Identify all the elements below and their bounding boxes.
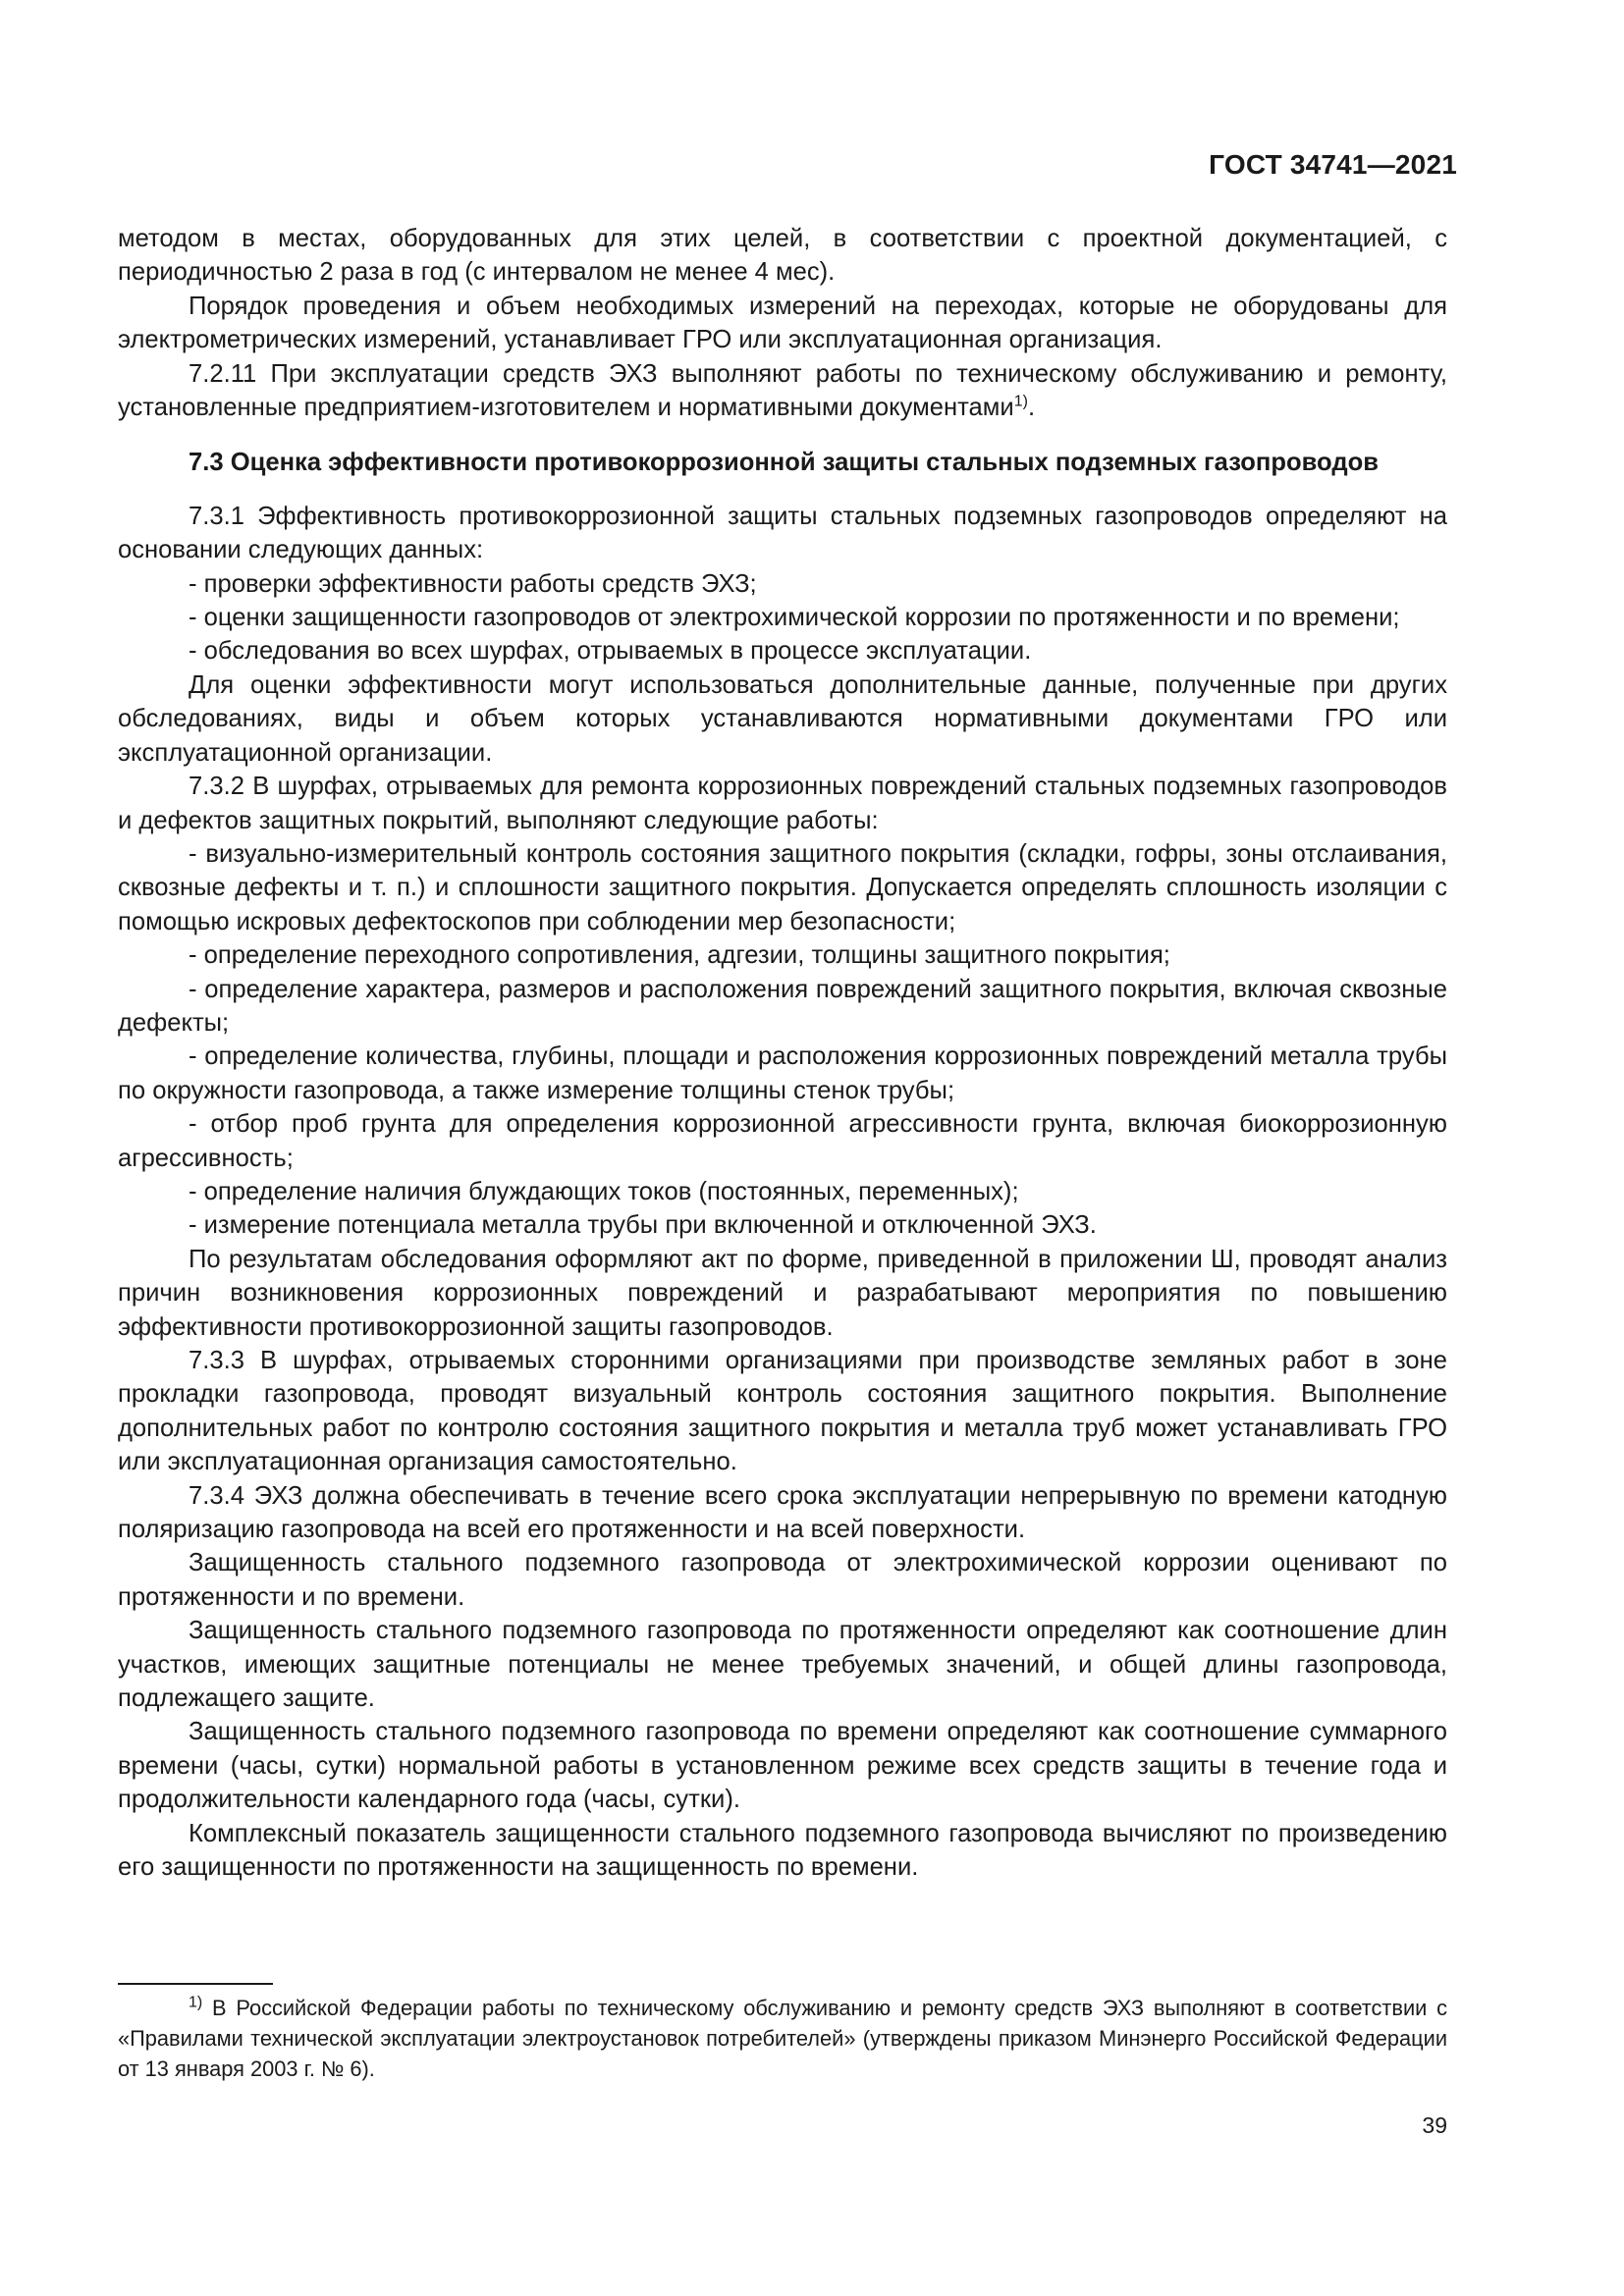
paragraph: Для оценки эффективности могут использоваться дополнительные данные, полученные при других обследованиях, виды и объем которых устанавливаются нормативными документами ГРО или эксплуатационной организации. (118, 670, 1447, 767)
footnote (118, 1993, 1447, 2084)
paragraph: Комплексный показатель защищенности стального подземного газопровода вычисляют по произведению его защищенности по протяженности на защищенность по времени. (118, 1819, 1447, 1882)
list-item: - определение характера, размеров и расположения повреждений защитного покрытия, включая сквозные дефекты; (118, 975, 1447, 1037)
list-item: - проверки эффективности работы средств ЭХЗ; (189, 569, 757, 598)
paragraph: Защищенность стального подземного газопровода по протяженности определяют как соотношение длин участков, имеющих защитные потенциалы не менее требуемых значений, и общей длины газопровода, подлежащего защите. (118, 1617, 1447, 1713)
paragraph-with-footnote-ref (118, 357, 1447, 425)
footnote-text: В Российской Федерации работы по техническому обслуживанию и ремонту средств ЭХЗ выполняют в соответствии с «Правилами технической эксплуатации электроустановок потребителей» (утверждены приказом Минэнерго Российской Федерации от 13 января 2003 г. № 6). (118, 1996, 1447, 2081)
list-item: - визуально-измерительный контроль состояния защитного покрытия (складки, гофры, зоны отслаивания, сквозные дефекты и т. п.) и сплошности защитного покрытия. Допускается определять сплошность изоляции с помощью искровых дефектоскопов при соблюдении мер безопасности; (118, 839, 1447, 935)
paragraph: 7.3.3 В шурфах, отрываемых сторонними организациями при производстве земляных работ в зоне прокладки газопровода, проводят визуальный контроль состояния защитного покрытия. Выполнение дополнительных работ по контролю состояния защитного покрытия и металла труб может устанавливать ГРО или эксплуатационная организация самостоятельно. (118, 1347, 1447, 1476)
list-item: - измерение потенциала металла трубы при включенной и отключенной ЭХЗ. (189, 1211, 1097, 1240)
paragraph: 7.3.4 ЭХЗ должна обеспечивать в течение всего срока эксплуатации непрерывную по времени катодную поляризацию газопровода на всей его протяженности и на всей поверхности. (118, 1481, 1447, 1544)
paragraph-end-punct: . (1027, 394, 1036, 422)
document-header: ГОСТ 34741—2021 (1209, 149, 1457, 180)
document-body (118, 222, 1447, 1885)
paragraph: 7.3.1 Эффективность противокоррозионной защиты стальных подземных газопроводов определяют на основании следующих данных: (118, 502, 1447, 564)
paragraph: Защищенность стального подземного газопровода по времени определяют как соотношение суммарного времени (часы, сутки) нормальной работы в установленном режиме всех средств защиты в течение года и продолжительности календарного года (часы, сутки). (118, 1718, 1447, 1814)
footnote-divider (118, 1983, 273, 1985)
list-item: - определение количества, глубины, площади и расположения коррозионных повреждений металла трубы по окружности газопровода, а также измерение толщины стенок трубы; (118, 1042, 1447, 1104)
list-item: - определение переходного сопротивления, адгезии, толщины защитного покрытия; (189, 941, 1170, 970)
list-item: - обследования во всех шурфах, отрываемых в процессе эксплуатации. (189, 637, 1032, 666)
footnote-marker: 1) (189, 1994, 203, 2011)
list-item: - определение наличия блуждающих токов (постоянных, переменных); (189, 1177, 1019, 1205)
paragraph: Защищенность стального подземного газопровода от электрохимической коррозии оценивают по протяженности и по времени. (118, 1549, 1447, 1611)
footnote-paragraph (118, 1993, 1447, 2084)
paragraph: 7.3.2 В шурфах, отрываемых для ремонта коррозионных повреждений стальных подземных газопроводов и дефектов защитных покрытий, выполняют следующие работы: (118, 773, 1447, 834)
list-item: - отбор проб грунта для определения коррозионной агрессивности грунта, включая биокоррозионную агрессивность; (118, 1110, 1447, 1172)
paragraph: методом в местах, оборудованных для этих целей, в соответствии с проектной документацией, с периодичностью 2 раза в год (с интервалом не менее 4 мес). (118, 225, 1447, 287)
list-item: - оценки защищенности газопроводов от электрохимической коррозии по протяженности и по времени; (189, 604, 1400, 632)
section-title: 7.3 Оценка эффективности противокоррозионной защиты стальных подземных газопроводов (189, 449, 1379, 477)
footnote-reference[interactable]: 1) (1013, 393, 1028, 410)
page-number: 39 (1422, 2112, 1447, 2138)
paragraph-text: 7.2.11 При эксплуатации средств ЭХЗ выполняют работы по техническому обслуживанию и ремонту, установленные предприятием-изготовителем и нормативными документами (118, 359, 1447, 422)
paragraph: По результатам обследования оформляют акт по форме, приведенной в приложении Ш, проводят анализ причин возникновения коррозионных повреждений и разрабатывают мероприятия по повышению эффективности противокоррозионной защиты газопроводов. (118, 1245, 1447, 1341)
paragraph: Порядок проведения и объем необходимых измерений на переходах, которые не оборудованы для электрометрических измерений, устанавливает ГРО или эксплуатационная организация. (118, 292, 1447, 354)
